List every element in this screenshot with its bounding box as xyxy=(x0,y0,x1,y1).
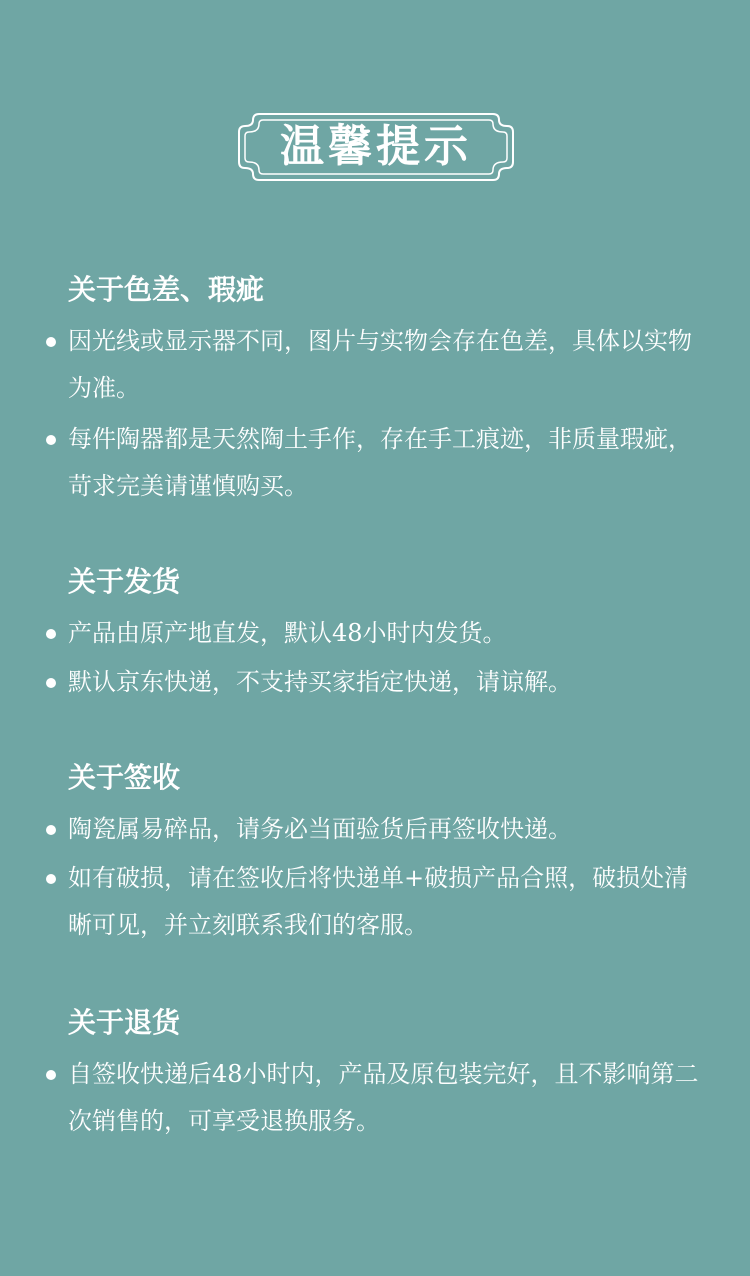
bullet-icon xyxy=(46,1070,56,1080)
bullet-icon xyxy=(46,435,56,445)
section-heading: 关于色差、瑕疵 xyxy=(68,273,265,306)
item-text: 默认京东快递，不支持买家指定快递，请谅解。 xyxy=(68,668,572,696)
section-heading: 关于退货 xyxy=(68,1006,181,1039)
item-text: 如有破损，请在签收后将快递单+破损产品合照，破损处清晰可见，并立刻联系我们的客服。 xyxy=(68,864,689,939)
item-text: 因光线或显示器不同，图片与实物会存在色差，具体以实物为准。 xyxy=(68,327,692,402)
bullet-icon xyxy=(46,874,56,884)
item-text: 陶瓷属易碎品，请务必当面验货后再签收快递。 xyxy=(68,815,572,843)
section-heading: 关于签收 xyxy=(68,761,181,794)
page-title: 温馨提示 xyxy=(280,121,472,172)
bullet-icon xyxy=(46,678,56,688)
item-text: 自签收快递后48小时内，产品及原包装完好，且不影响第二次销售的，可享受退换服务。 xyxy=(68,1060,699,1135)
section-heading: 关于发货 xyxy=(68,565,181,598)
item-text: 产品由原产地直发，默认48小时内发货。 xyxy=(68,619,507,647)
item-text: 每件陶器都是天然陶土手作，存在手工痕迹，非质量瑕疵，苛求完美请谨慎购买。 xyxy=(68,425,692,500)
bullet-icon xyxy=(46,825,56,835)
bullet-icon xyxy=(46,629,56,639)
title-badge xyxy=(237,112,515,182)
bullet-icon xyxy=(46,337,56,347)
